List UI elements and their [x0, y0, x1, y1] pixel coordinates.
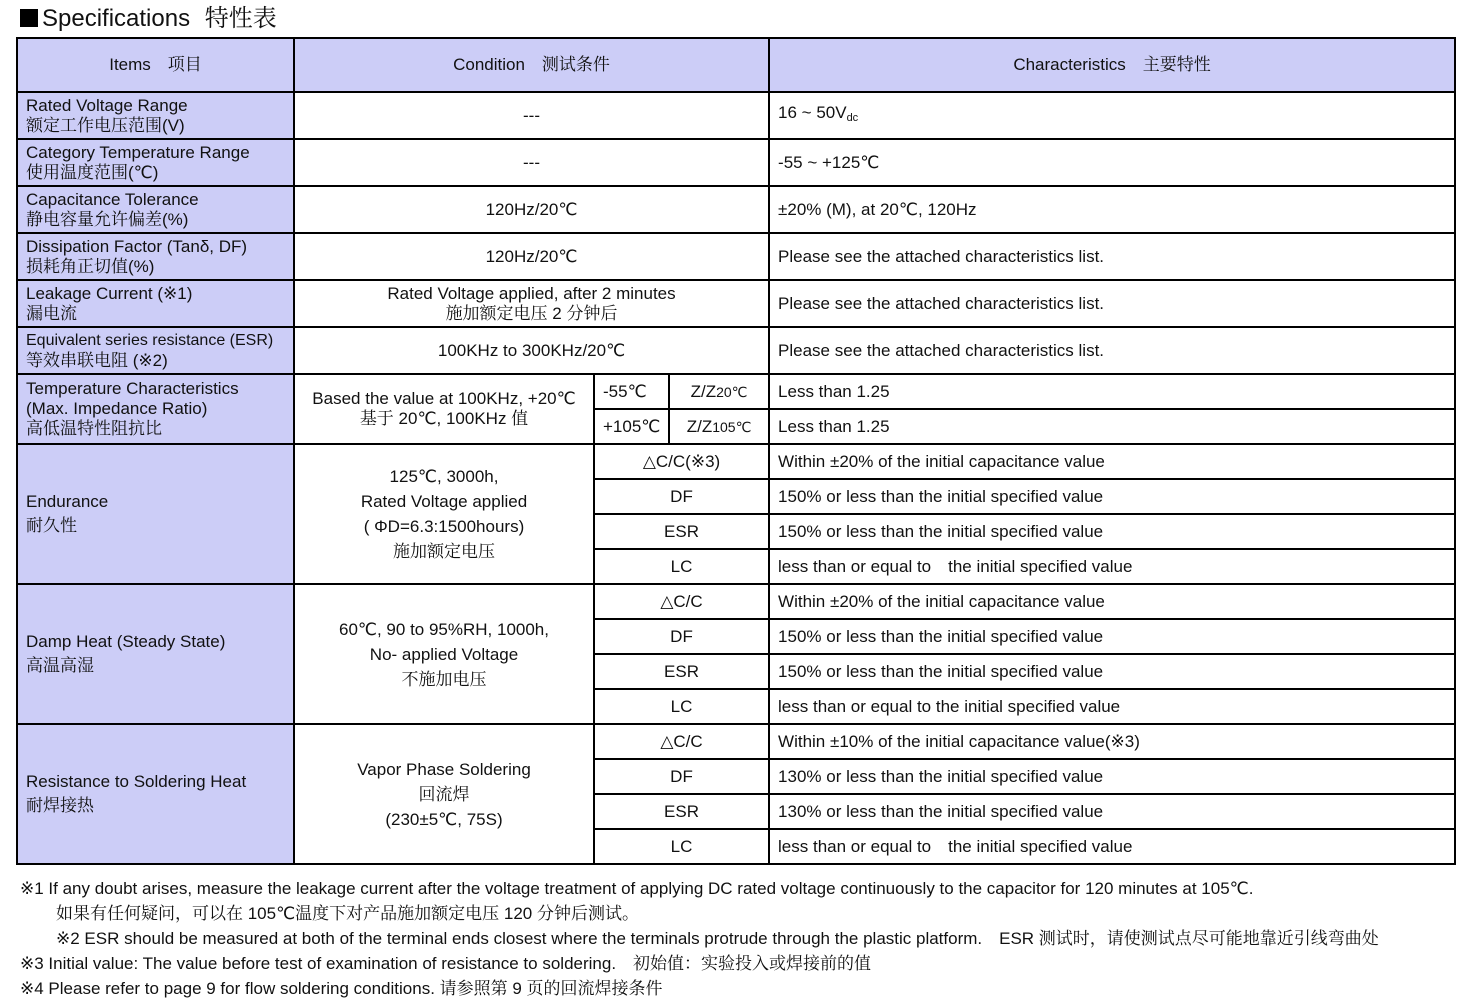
- condition-cell: 100KHz to 300KHz/20℃: [294, 327, 769, 374]
- condition-line: 施加额定电压: [393, 542, 495, 561]
- condition-line: 不施加电压: [401, 669, 487, 689]
- characteristic-cell: 150% or less than the initial specified value: [769, 654, 1455, 689]
- parameter-cell: △C/C: [594, 724, 769, 759]
- item-en: Leakage Current (※1): [26, 283, 193, 303]
- item-cell: [17, 724, 294, 864]
- parameter-cell: △C/C(※3): [594, 444, 769, 479]
- condition-line: 回流焊: [418, 784, 470, 804]
- item-cell: [17, 374, 294, 444]
- condition-cell: 120Hz/20℃: [294, 186, 769, 233]
- parameter-cell: △C/C: [594, 584, 769, 619]
- specifications-table: [16, 37, 1456, 865]
- section-title: [20, 4, 277, 34]
- item-cn: 等效串联电阻 (※2): [26, 350, 168, 370]
- parameter-cell: DF: [594, 619, 769, 654]
- condition-line: ( ΦD=6.3:1500hours): [363, 517, 525, 536]
- ratio-sub: 105℃: [712, 418, 752, 435]
- condition-line: Based the value at 100KHz, +20℃: [312, 389, 576, 408]
- characteristic-cell: [769, 92, 1455, 139]
- condition-line: 125℃, 3000h,: [389, 467, 499, 486]
- condition-line: 施加额定电压 2 分钟后: [445, 303, 618, 323]
- item-cell: [17, 327, 294, 374]
- item-en: Equivalent series resistance (ESR): [26, 331, 274, 349]
- parameter-cell: ESR: [594, 654, 769, 689]
- header-characteristics: Characteristics 主要特性: [769, 38, 1455, 92]
- item-cell: [17, 280, 294, 327]
- footnote-2: ※2 ESR should be measured at both of the terminal ends closest where the terminals protrude through the plastic platform. ESR 测试时，请使测试点尽可能地靠近引线弯曲处: [56, 929, 1379, 948]
- characteristic-cell: Within ±20% of the initial capacitance value: [769, 444, 1455, 479]
- table-row: [17, 92, 1455, 139]
- characteristic-cell: 150% or less than the initial specified value: [769, 619, 1455, 654]
- condition-cell: [294, 374, 594, 444]
- characteristic-cell: 130% or less than the initial specified value: [769, 759, 1455, 794]
- item-cell: [17, 584, 294, 724]
- characteristic-cell: Please see the attached characteristics list.: [769, 233, 1455, 280]
- characteristic-cell: less than or equal to the initial specified value: [769, 549, 1455, 584]
- item-en: Rated Voltage Range: [26, 95, 188, 115]
- item-cell: [17, 139, 294, 186]
- item-cell: [17, 233, 294, 280]
- table-row: [17, 139, 1455, 186]
- characteristic-cell: 150% or less than the initial specified value: [769, 514, 1455, 549]
- header-row: [17, 38, 1455, 92]
- item-en: Category Temperature Range: [26, 142, 250, 162]
- item-cell: [17, 186, 294, 233]
- condition-line: 基于 20℃, 100KHz 值: [359, 409, 529, 428]
- parameter-cell: LC: [594, 689, 769, 724]
- item-cn: 高温高湿: [26, 656, 94, 675]
- item-cn: 损耗角正切值(%): [26, 256, 155, 276]
- item-cell: [17, 444, 294, 584]
- char-sub: dc: [846, 112, 859, 124]
- footnote-1: ※1 If any doubt arises, measure the leakage current after the voltage treatment of applying DC rated voltage continuously to the capacitor for 120 minutes at 105℃.: [20, 879, 1254, 898]
- characteristic-cell: -55 ~ +125℃: [769, 139, 1455, 186]
- characteristic-cell: 130% or less than the initial specified value: [769, 794, 1455, 829]
- item-en: Temperature Characteristics: [26, 379, 239, 398]
- condition-line: Vapor Phase Soldering: [357, 759, 531, 779]
- condition-cell: ---: [294, 139, 769, 186]
- characteristic-cell: Within ±20% of the initial capacitance value: [769, 584, 1455, 619]
- ratio-cell: [669, 409, 769, 444]
- item-cn: 耐焊接热: [26, 796, 94, 815]
- condition-line: Rated Voltage applied: [360, 492, 528, 511]
- temperature-cell: -55℃: [594, 374, 669, 409]
- condition-cell: ---: [294, 92, 769, 139]
- condition-line: 60℃, 90 to 95%RH, 1000h,: [338, 619, 549, 639]
- ratio-cell: [669, 374, 769, 409]
- item-en: Capacitance Tolerance: [26, 189, 199, 209]
- footnotes: [20, 876, 1460, 1001]
- ratio-main: Z/Z: [686, 416, 713, 436]
- footnote-1-cn: 如果有任何疑问，可以在 105℃温度下对产品施加额定电压 120 分钟后测试。: [56, 904, 639, 923]
- title-en: Specifications: [42, 5, 191, 32]
- parameter-cell: LC: [594, 549, 769, 584]
- table-row: [17, 724, 1455, 759]
- footnote-3: ※3 Initial value: The value before test of examination of resistance to soldering. 初始值：实验投入或焊接前的值: [20, 954, 872, 973]
- characteristic-cell: Please see the attached characteristics list.: [769, 280, 1455, 327]
- condition-cell: [294, 444, 594, 584]
- condition-line: Rated Voltage applied, after 2 minutes: [387, 283, 676, 303]
- condition-cell: 120Hz/20℃: [294, 233, 769, 280]
- table-row: [17, 186, 1455, 233]
- characteristic-cell: 150% or less than the initial specified value: [769, 479, 1455, 514]
- table-row: [17, 327, 1455, 374]
- item-cn: 高低温特性阻抗比: [26, 419, 162, 438]
- parameter-cell: ESR: [594, 514, 769, 549]
- table-row: [17, 233, 1455, 280]
- parameter-cell: DF: [594, 759, 769, 794]
- parameter-cell: ESR: [594, 794, 769, 829]
- characteristic-cell: ±20% (M), at 20℃, 120Hz: [769, 186, 1455, 233]
- characteristic-cell: less than or equal to the initial specified value: [769, 829, 1455, 864]
- item-en: Resistance to Soldering Heat: [26, 772, 247, 791]
- item-cn: 漏电流: [26, 303, 77, 323]
- characteristic-cell: Within ±10% of the initial capacitance value(※3): [769, 724, 1455, 759]
- condition-cell: [294, 584, 594, 724]
- condition-line: No- applied Voltage: [369, 644, 519, 664]
- item-cell: [17, 92, 294, 139]
- item-cn: 耐久性: [26, 516, 77, 535]
- parameter-cell: LC: [594, 829, 769, 864]
- table-row: [17, 280, 1455, 327]
- temperature-cell: +105℃: [594, 409, 669, 444]
- ratio-sub: 20℃: [716, 383, 748, 400]
- item-en: Dissipation Factor (Tanδ, DF): [26, 236, 248, 256]
- item-cn: 使用温度范围(℃): [26, 162, 159, 182]
- condition-cell: [294, 724, 594, 864]
- item-en: Damp Heat (Steady State): [26, 632, 226, 651]
- item-cn: 额定工作电压范围(V): [26, 115, 185, 135]
- characteristic-cell: less than or equal to the initial specified value: [769, 689, 1455, 724]
- square-bullet-icon: [20, 9, 38, 27]
- footnote-4: ※4 Please refer to page 9 for flow soldering conditions. 请参照第 9 页的回流焊接条件: [20, 979, 663, 998]
- item-en: (Max. Impedance Ratio): [26, 399, 208, 418]
- table-row: [17, 444, 1455, 479]
- characteristic-cell: Please see the attached characteristics list.: [769, 327, 1455, 374]
- header-items: Items 项目: [17, 38, 294, 92]
- char-main: 16 ~ 50V: [778, 103, 847, 122]
- condition-cell: [294, 280, 769, 327]
- table-row: [17, 374, 1455, 409]
- characteristic-cell: Less than 1.25: [769, 374, 1455, 409]
- title-cn: 特性表: [204, 5, 277, 32]
- item-en: Endurance: [26, 492, 109, 511]
- parameter-cell: DF: [594, 479, 769, 514]
- item-cn: 静电容量允许偏差(%): [26, 209, 189, 229]
- characteristic-cell: Less than 1.25: [769, 409, 1455, 444]
- ratio-main: Z/Z: [690, 381, 717, 401]
- header-condition: Condition 测试条件: [294, 38, 769, 92]
- table-row: [17, 584, 1455, 619]
- condition-line: (230±5℃, 75S): [385, 809, 503, 829]
